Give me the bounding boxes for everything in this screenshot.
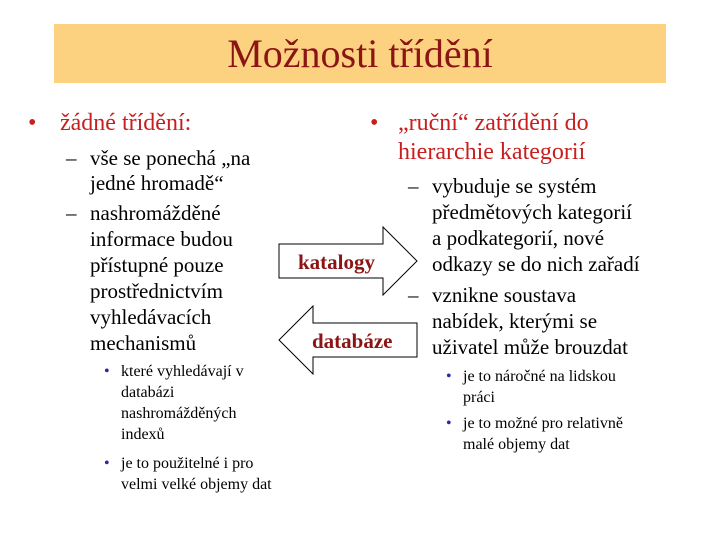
bullet-icon: •	[104, 455, 110, 472]
left-point1-line1: které vyhledávají v	[121, 363, 244, 380]
left-point2-line1: je to použitelné i pro	[121, 455, 254, 472]
right-heading-line2: hierarchie kategorií	[398, 139, 586, 165]
dash-icon: –	[66, 201, 77, 225]
bullet-icon: •	[446, 415, 452, 432]
bullet-icon: •	[28, 110, 37, 136]
left-point2-line2: velmi velké objemy dat	[121, 476, 272, 493]
left-heading: žádné třídění:	[60, 110, 192, 136]
right-sub1-line4: odkazy se do nich zařadí	[432, 252, 640, 276]
catalogs-arrow-label: katalogy	[298, 250, 376, 274]
left-sub2-line3: přístupné pouze	[90, 253, 224, 277]
dash-icon: –	[66, 146, 77, 170]
bullet-icon: •	[446, 368, 452, 385]
bullet-icon: •	[370, 110, 379, 136]
right-sub2-line1: vznikne soustava	[432, 283, 577, 307]
right-heading-line1: „ruční“ zatřídění do	[398, 110, 589, 136]
left-sub2-line1: nashromážděné	[90, 201, 221, 225]
left-sub2-line4: prostřednictvím	[90, 279, 223, 303]
left-sub1-line1: vše se ponechá „na	[90, 146, 251, 170]
right-sub2-line3: uživatel může brouzdat	[432, 335, 628, 359]
bullet-icon: •	[104, 363, 110, 380]
right-point2-line1: je to možné pro relativně	[463, 415, 623, 432]
left-sub2-line2: informace budou	[90, 227, 233, 251]
right-point1-line2: práci	[463, 389, 495, 406]
dash-icon: –	[408, 174, 419, 198]
left-sub2-line5: vyhledávacích	[90, 305, 212, 329]
right-sub1-line2: předmětových kategorií	[432, 200, 633, 224]
left-point1-line4: indexů	[121, 426, 165, 443]
right-point2-line2: malé objemy dat	[463, 436, 570, 453]
left-sub2-line6: mechanismů	[90, 331, 197, 355]
left-point1-line3: nashromážděných	[121, 405, 237, 422]
right-sub2-line2: nabídek, kterými se	[432, 309, 598, 333]
right-sub1-line1: vybuduje se systém	[432, 174, 597, 198]
slide-title: Možnosti třídění	[227, 30, 493, 76]
title-banner	[54, 24, 666, 83]
dash-icon: –	[408, 283, 419, 307]
databases-arrow-label: databáze	[312, 329, 393, 353]
left-point1-line2: databázi	[121, 384, 175, 401]
right-sub1-line3: a podkategorií, nové	[432, 226, 605, 250]
right-point1-line1: je to náročné na lidskou	[463, 368, 616, 385]
left-sub1-line2: jedné hromadě“	[90, 171, 224, 195]
